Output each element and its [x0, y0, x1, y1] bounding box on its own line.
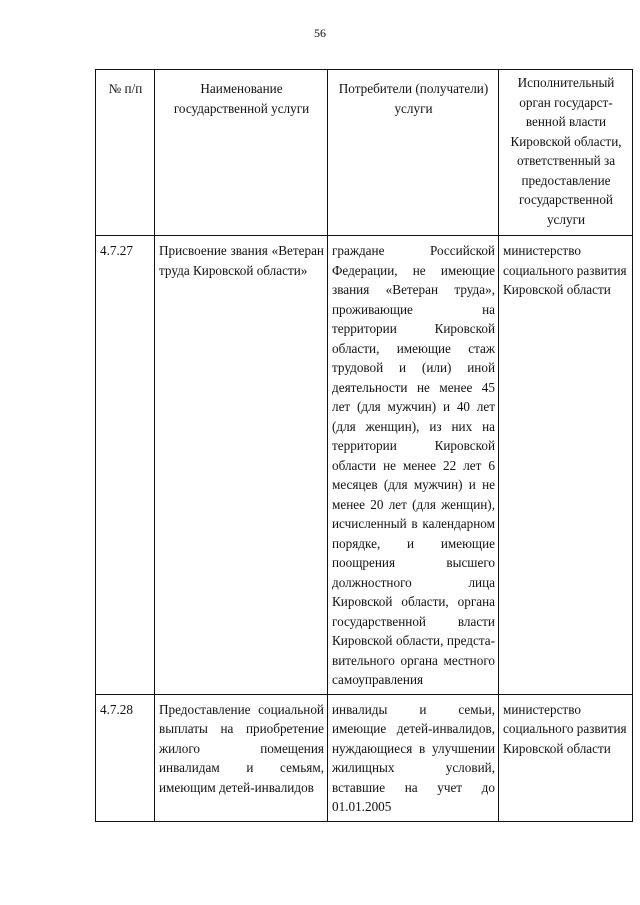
row-consumers: инвалиды и семьи, имеющие детей-инвалидов, нуждающиеся в улучшении жилищных условий, вставшие на учет до 01.01.2005	[328, 694, 499, 821]
row-service-name: Предоставление социальной выплаты на приобретение жилого помещения инвалидам и семьям, имеющим детей-инвалидов	[155, 694, 328, 821]
row-num: 4.7.28	[96, 694, 155, 821]
page-number: 56	[314, 26, 326, 40]
table-row	[96, 694, 633, 821]
header-executor: Исполнительный орган государственной власти Кировской области, ответственный за предоставление государственной услуги	[499, 70, 633, 236]
row-num: 4.7.27	[96, 236, 155, 695]
row-service-name: Присвоение звания «Ветеран труда Кировской области»	[155, 236, 328, 695]
header-consumers: Потребители (получатели) услуги	[328, 70, 499, 236]
table-row	[96, 236, 633, 695]
header-service-name: Наименование государственной услуги	[155, 70, 328, 236]
header-num: № п/п	[96, 70, 155, 236]
row-executor: министерство социального развития Кировской области	[499, 694, 633, 821]
services-table	[95, 69, 633, 822]
table-header-row	[96, 70, 633, 236]
row-consumers: граждане Российской Федерации, не имеющие звания «Ветеран труда», проживающие на территории Кировской области, имеющие стаж трудовой и (или) иной деятельности не менее 45 лет (для мужчин) и 40 лет (для женщин), из них на территории Кировской области не менее 22 лет 6 месяцев (для мужчин) и не менее 20 лет (для женщин), исчисленный в календарном порядке, и имеющие поощрения высшего должностного лица Кировской области, органа государственной власти Кировской области, представительного органа местного самоуправления	[328, 236, 499, 695]
row-executor: министерство социального развития Кировской области	[499, 236, 633, 695]
